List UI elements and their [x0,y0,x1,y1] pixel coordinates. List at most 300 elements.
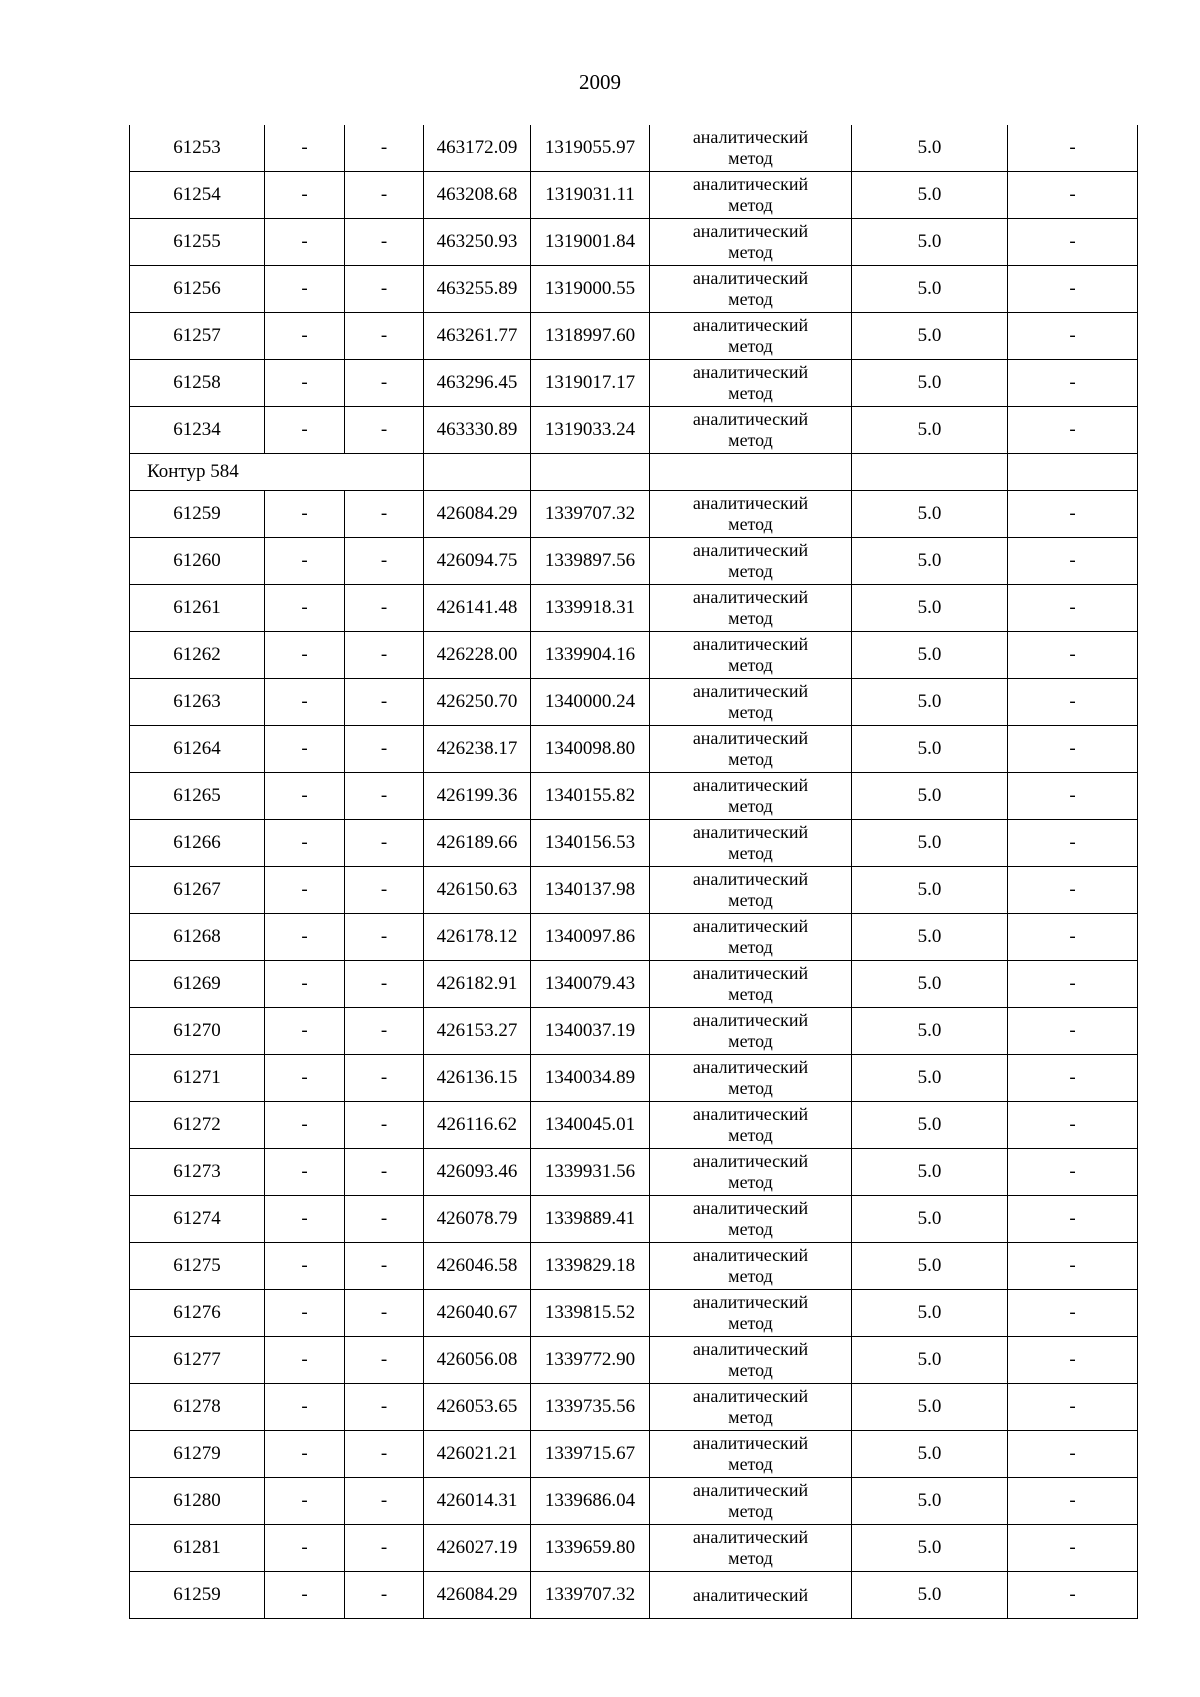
empty-cell [650,454,852,491]
accuracy-cell: 5.0 [852,773,1008,820]
contour-header-row [130,454,1138,491]
coordinate-y-cell: 1319000.55 [531,266,650,313]
dash-cell: - [345,172,424,219]
method-cell [650,773,852,820]
dash-cell: - [265,219,345,266]
table-row [130,1337,1138,1384]
coordinate-y-cell: 1340098.80 [531,726,650,773]
point-id-cell: 61234 [130,407,265,454]
method-line: метод [728,1125,773,1145]
method-line: метод [728,148,773,168]
accuracy-cell: 5.0 [852,867,1008,914]
dash-cell: - [1008,1149,1138,1196]
table-row [130,538,1138,585]
method-line: аналитический [692,1339,809,1359]
table-row [130,1478,1138,1525]
dash-cell: - [1008,491,1138,538]
dash-cell: - [1008,172,1138,219]
coordinate-y-cell: 1339829.18 [531,1243,650,1290]
coordinate-y-cell: 1339904.16 [531,632,650,679]
point-id-cell: 61268 [130,914,265,961]
coordinate-x-cell: 426199.36 [424,773,531,820]
method-cell [650,219,852,266]
coordinate-x-cell: 463255.89 [424,266,531,313]
method-line: метод [728,383,773,403]
method-cell [650,1525,852,1572]
point-id-cell: 61259 [130,491,265,538]
method-cell [650,313,852,360]
accuracy-cell: 5.0 [852,491,1008,538]
dash-cell: - [1008,726,1138,773]
accuracy-cell: 5.0 [852,407,1008,454]
table-row [130,961,1138,1008]
method-line: метод [728,514,773,534]
coordinate-y-cell: 1340000.24 [531,679,650,726]
point-id-cell: 61280 [130,1478,265,1525]
point-id-cell: 61266 [130,820,265,867]
method-line: метод [728,796,773,816]
method-line: аналитический [692,174,809,194]
dash-cell: - [1008,914,1138,961]
coordinate-y-cell: 1319017.17 [531,360,650,407]
coordinate-x-cell: 426078.79 [424,1196,531,1243]
method-cell [650,632,852,679]
point-id-cell: 61277 [130,1337,265,1384]
coordinate-y-cell: 1339707.32 [531,491,650,538]
coordinate-y-cell: 1340034.89 [531,1055,650,1102]
coordinate-y-cell: 1319033.24 [531,407,650,454]
table-row [130,773,1138,820]
method-line: аналитический [692,127,809,147]
method-cell [650,407,852,454]
coordinate-x-cell: 426116.62 [424,1102,531,1149]
method-cell [650,914,852,961]
method-cell [650,172,852,219]
dash-cell: - [345,125,424,172]
method-line: метод [728,608,773,628]
method-line: метод [728,289,773,309]
accuracy-cell: 5.0 [852,1055,1008,1102]
dash-cell: - [345,538,424,585]
coordinate-x-cell: 426027.19 [424,1525,531,1572]
dash-cell: - [345,1337,424,1384]
coordinate-y-cell: 1339686.04 [531,1478,650,1525]
method-line: метод [728,242,773,262]
point-id-cell: 61275 [130,1243,265,1290]
table-row [130,726,1138,773]
point-id-cell: 61257 [130,313,265,360]
table-row [130,491,1138,538]
method-line: метод [728,1219,773,1239]
point-id-cell: 61281 [130,1525,265,1572]
dash-cell: - [265,1337,345,1384]
dash-cell: - [265,1196,345,1243]
coordinates-table-body [130,125,1138,1619]
point-id-cell: 61276 [130,1290,265,1337]
accuracy-cell: 5.0 [852,1196,1008,1243]
dash-cell: - [1008,632,1138,679]
method-line: аналитический [692,634,809,654]
coordinate-y-cell: 1339735.56 [531,1384,650,1431]
page-number: 2009 [579,70,621,94]
point-id-cell: 61261 [130,585,265,632]
accuracy-cell: 5.0 [852,585,1008,632]
table-row [130,407,1138,454]
dash-cell: - [265,407,345,454]
table-row [130,1525,1138,1572]
table-row [130,360,1138,407]
method-line: аналитический [692,1010,809,1030]
dash-cell: - [345,820,424,867]
method-line: аналитический [692,681,809,701]
dash-cell: - [265,1102,345,1149]
method-line: аналитический [692,822,809,842]
dash-cell: - [345,491,424,538]
coordinate-x-cell: 426150.63 [424,867,531,914]
method-line: метод [728,843,773,863]
coordinate-x-cell: 426250.70 [424,679,531,726]
dash-cell: - [345,1055,424,1102]
method-cell [650,1102,852,1149]
table-row [130,1431,1138,1478]
method-line: метод [728,1172,773,1192]
dash-cell: - [345,360,424,407]
method-cell [650,1149,852,1196]
method-line: аналитический [692,362,809,382]
coordinate-y-cell: 1319001.84 [531,219,650,266]
point-id-cell: 61269 [130,961,265,1008]
coordinate-x-cell: 463296.45 [424,360,531,407]
coordinate-y-cell: 1340079.43 [531,961,650,1008]
method-line: аналитический [692,268,809,288]
dash-cell: - [1008,1243,1138,1290]
method-cell [650,1431,852,1478]
dash-cell: - [265,585,345,632]
dash-cell: - [265,491,345,538]
dash-cell: - [1008,961,1138,1008]
dash-cell: - [345,726,424,773]
coordinate-x-cell: 426053.65 [424,1384,531,1431]
dash-cell: - [345,1008,424,1055]
coordinate-x-cell: 426153.27 [424,1008,531,1055]
accuracy-cell: 5.0 [852,1337,1008,1384]
dash-cell: - [1008,1290,1138,1337]
coordinate-y-cell: 1339897.56 [531,538,650,585]
dash-cell: - [345,961,424,1008]
dash-cell: - [1008,1431,1138,1478]
dash-cell: - [1008,1525,1138,1572]
method-line: метод [728,655,773,675]
point-id-cell: 61270 [130,1008,265,1055]
point-id-cell: 61279 [130,1431,265,1478]
method-cell [650,1055,852,1102]
dash-cell: - [345,632,424,679]
table-row [130,125,1138,172]
accuracy-cell: 5.0 [852,1384,1008,1431]
method-cell [650,1196,852,1243]
method-cell [650,1384,852,1431]
dash-cell: - [345,1431,424,1478]
point-id-cell: 61264 [130,726,265,773]
dash-cell: - [265,1572,345,1619]
accuracy-cell: 5.0 [852,1290,1008,1337]
dash-cell: - [265,961,345,1008]
method-line: метод [728,1360,773,1380]
coordinate-x-cell: 426014.31 [424,1478,531,1525]
method-cell [650,1337,852,1384]
method-line: аналитический [692,1292,809,1312]
point-id-cell: 61258 [130,360,265,407]
table-row [130,1196,1138,1243]
dash-cell: - [1008,773,1138,820]
method-cell [650,867,852,914]
coordinate-x-cell: 426238.17 [424,726,531,773]
dash-cell: - [1008,360,1138,407]
dash-cell: - [1008,1478,1138,1525]
method-line: метод [728,195,773,215]
accuracy-cell: 5.0 [852,726,1008,773]
method-line: аналитический [692,587,809,607]
coordinate-y-cell: 1340097.86 [531,914,650,961]
method-line: аналитический [692,963,809,983]
dash-cell: - [1008,538,1138,585]
empty-cell [1008,454,1138,491]
dash-cell: - [265,1384,345,1431]
point-id-cell: 61263 [130,679,265,726]
dash-cell: - [1008,1055,1138,1102]
dash-cell: - [345,1478,424,1525]
coordinate-y-cell: 1340045.01 [531,1102,650,1149]
table-row [130,820,1138,867]
method-line: аналитический [692,1104,809,1124]
table-row [130,313,1138,360]
accuracy-cell: 5.0 [852,1431,1008,1478]
method-line: аналитический [692,728,809,748]
method-line: метод [728,890,773,910]
dash-cell: - [345,1196,424,1243]
table-row [130,172,1138,219]
dash-cell: - [345,585,424,632]
point-id-cell: 61254 [130,172,265,219]
method-line: метод [728,1501,773,1521]
coordinate-x-cell: 426093.46 [424,1149,531,1196]
dash-cell: - [265,867,345,914]
method-cell [650,360,852,407]
accuracy-cell: 5.0 [852,1478,1008,1525]
coordinate-y-cell: 1319031.11 [531,172,650,219]
accuracy-cell: 5.0 [852,219,1008,266]
method-line: аналитический [692,315,809,335]
dash-cell: - [1008,867,1138,914]
accuracy-cell: 5.0 [852,820,1008,867]
table-row [130,1008,1138,1055]
dash-cell: - [1008,1572,1138,1619]
coordinate-x-cell: 426056.08 [424,1337,531,1384]
dash-cell: - [265,266,345,313]
accuracy-cell: 5.0 [852,961,1008,1008]
method-cell [650,266,852,313]
dash-cell: - [265,1431,345,1478]
table-row [130,1572,1138,1619]
method-line: метод [728,430,773,450]
method-cell [650,1008,852,1055]
dash-cell: - [265,820,345,867]
method-cell [650,1243,852,1290]
coordinates-table [129,125,1138,1619]
table-row [130,1290,1138,1337]
accuracy-cell: 5.0 [852,360,1008,407]
method-cell [650,820,852,867]
method-line: аналитический [692,409,809,429]
table-row [130,914,1138,961]
accuracy-cell: 5.0 [852,1243,1008,1290]
dash-cell: - [345,914,424,961]
point-id-cell: 61255 [130,219,265,266]
method-line: аналитический [692,1386,809,1406]
coordinate-x-cell: 426136.15 [424,1055,531,1102]
coordinate-x-cell: 463261.77 [424,313,531,360]
method-line: метод [728,937,773,957]
accuracy-cell: 5.0 [852,914,1008,961]
dash-cell: - [265,1243,345,1290]
point-id-cell: 61265 [130,773,265,820]
dash-cell: - [345,1384,424,1431]
point-id-cell: 61262 [130,632,265,679]
coordinate-y-cell: 1339918.31 [531,585,650,632]
method-line: метод [728,1407,773,1427]
dash-cell: - [265,1149,345,1196]
coordinate-y-cell: 1339707.32 [531,1572,650,1619]
dash-cell: - [265,538,345,585]
contour-label: Контур 584 [130,454,424,491]
accuracy-cell: 5.0 [852,172,1008,219]
dash-cell: - [265,632,345,679]
method-line: аналитический [692,1480,809,1500]
accuracy-cell: 5.0 [852,1102,1008,1149]
method-cell [650,1290,852,1337]
table-row [130,1149,1138,1196]
method-line: аналитический [692,1057,809,1077]
point-id-cell: 61274 [130,1196,265,1243]
method-line: метод [728,1031,773,1051]
dash-cell: - [1008,125,1138,172]
dash-cell: - [265,313,345,360]
dash-cell: - [1008,266,1138,313]
point-id-cell: 61278 [130,1384,265,1431]
method-line: аналитический [692,1151,809,1171]
coordinate-y-cell: 1340156.53 [531,820,650,867]
method-line: метод [728,1548,773,1568]
method-line: аналитический [692,493,809,513]
table-row [130,632,1138,679]
accuracy-cell: 5.0 [852,266,1008,313]
dash-cell: - [265,679,345,726]
method-line: метод [728,561,773,581]
dash-cell: - [265,1055,345,1102]
coordinate-y-cell: 1339931.56 [531,1149,650,1196]
table-row [130,219,1138,266]
method-cell [650,491,852,538]
dash-cell: - [345,219,424,266]
method-cell [650,961,852,1008]
table-row [130,266,1138,313]
table-row [130,1243,1138,1290]
dash-cell: - [345,679,424,726]
method-cell [650,1478,852,1525]
dash-cell: - [1008,313,1138,360]
coordinate-x-cell: 426228.00 [424,632,531,679]
coordinate-x-cell: 426021.21 [424,1431,531,1478]
dash-cell: - [345,1290,424,1337]
method-line: метод [728,1078,773,1098]
accuracy-cell: 5.0 [852,538,1008,585]
coordinate-y-cell: 1339715.67 [531,1431,650,1478]
accuracy-cell: 5.0 [852,125,1008,172]
empty-cell [424,454,531,491]
coordinate-y-cell: 1339815.52 [531,1290,650,1337]
dash-cell: - [345,867,424,914]
accuracy-cell: 5.0 [852,1008,1008,1055]
point-id-cell: 61259 [130,1572,265,1619]
dash-cell: - [265,1478,345,1525]
accuracy-cell: 5.0 [852,1149,1008,1196]
accuracy-cell: 5.0 [852,313,1008,360]
dash-cell: - [1008,1337,1138,1384]
coordinate-x-cell: 463330.89 [424,407,531,454]
method-cell [650,538,852,585]
dash-cell: - [345,773,424,820]
dash-cell: - [1008,219,1138,266]
coordinate-y-cell: 1339889.41 [531,1196,650,1243]
method-line: аналитический [692,1433,809,1453]
method-line: аналитический [692,540,809,560]
dash-cell: - [265,914,345,961]
accuracy-cell: 5.0 [852,632,1008,679]
point-id-cell: 61253 [130,125,265,172]
dash-cell: - [1008,820,1138,867]
table-row [130,1102,1138,1149]
method-line: аналитический [692,1245,809,1265]
method-cell [650,679,852,726]
dash-cell: - [345,1525,424,1572]
method-line: метод [728,749,773,769]
point-id-cell: 61273 [130,1149,265,1196]
dash-cell: - [345,1149,424,1196]
method-line: метод [728,1454,773,1474]
method-cell [650,1572,852,1619]
coordinate-x-cell: 463172.09 [424,125,531,172]
coordinate-y-cell: 1319055.97 [531,125,650,172]
point-id-cell: 61267 [130,867,265,914]
dash-cell: - [265,360,345,407]
method-line: аналитический [692,916,809,936]
dash-cell: - [345,407,424,454]
dash-cell: - [1008,1102,1138,1149]
dash-cell: - [345,1102,424,1149]
accuracy-cell: 5.0 [852,679,1008,726]
empty-cell [531,454,650,491]
dash-cell: - [1008,585,1138,632]
method-cell [650,125,852,172]
method-cell [650,726,852,773]
method-line: метод [728,702,773,722]
coordinate-x-cell: 426182.91 [424,961,531,1008]
point-id-cell: 61271 [130,1055,265,1102]
dash-cell: - [345,313,424,360]
method-line: метод [728,1313,773,1333]
method-line: аналитический [692,1198,809,1218]
method-line: аналитический [692,221,809,241]
